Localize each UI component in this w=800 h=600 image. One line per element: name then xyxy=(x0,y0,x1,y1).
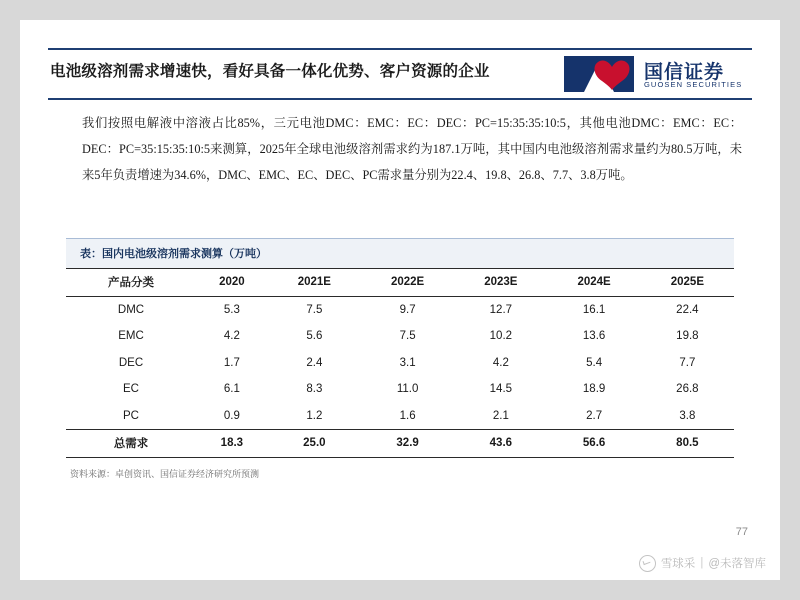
logo-mark-icon xyxy=(562,54,636,94)
demand-forecast-table xyxy=(66,268,734,458)
cell-value: 1.2 xyxy=(306,409,323,422)
watermark-account: @未落智库 xyxy=(708,558,766,570)
column-header: 产品分类 xyxy=(66,269,196,297)
logo-name-cn: 国信证券 xyxy=(644,62,725,83)
table-row xyxy=(66,350,734,377)
cell-value: 18.9 xyxy=(582,383,606,396)
column-header: 2023E xyxy=(454,269,547,297)
table-header-row xyxy=(66,269,734,297)
cell-value: 19.8 xyxy=(676,330,699,343)
watermark-brand: 雪球采 xyxy=(660,558,696,570)
cell-product: EC xyxy=(123,383,139,396)
cell-value: 7.7 xyxy=(679,356,696,369)
cell-value: 4.2 xyxy=(492,356,509,369)
company-logo xyxy=(562,52,752,96)
table-source: 资料来源：卓创资讯、国信证券经济研究所预测 xyxy=(70,468,260,479)
cell-value: 26.8 xyxy=(676,383,699,396)
page-title: 电池级溶剂需求增速快，看好具备一体化优势、客户资源的企业 xyxy=(50,63,490,80)
cell-value: 1.7 xyxy=(223,356,240,369)
cell-value: 18.3 xyxy=(196,430,268,458)
cell-value: 43.6 xyxy=(454,430,547,458)
table-row xyxy=(66,376,734,403)
cell-value: 22.4 xyxy=(676,303,699,316)
cell-value: 2.1 xyxy=(492,409,509,422)
cell-product: DMC xyxy=(117,303,145,316)
cell-value: 8.3 xyxy=(306,383,323,396)
cell-product: EMC xyxy=(118,330,144,343)
watermark-separator: | xyxy=(700,557,704,569)
cell-value: 7.5 xyxy=(306,303,323,316)
cell-value: 6.1 xyxy=(223,383,240,396)
cell-value: 5.6 xyxy=(306,330,323,343)
column-header: 2021E xyxy=(268,269,361,297)
column-header: 2020 xyxy=(196,269,268,297)
page-number: 77 xyxy=(735,526,748,538)
cell-value: 11.0 xyxy=(396,383,419,396)
table-total-row xyxy=(66,430,734,458)
cell-value: 9.7 xyxy=(399,303,416,316)
cell-value: 3.8 xyxy=(679,409,696,422)
logo-name-en: GUOSEN SECURITIES xyxy=(644,80,743,89)
slide-page xyxy=(20,20,780,580)
cell-value: 5.4 xyxy=(586,356,603,369)
cell-value: 2.7 xyxy=(586,409,603,422)
cell-value: 13.6 xyxy=(582,330,606,343)
cell-value: 1.6 xyxy=(399,409,416,422)
table-row xyxy=(66,296,734,323)
cell-value: 12.7 xyxy=(489,303,513,316)
cell-value: 25.0 xyxy=(268,430,361,458)
cell-value: 32.9 xyxy=(361,430,454,458)
cell-value: 56.6 xyxy=(547,430,640,458)
watermark xyxy=(639,552,766,574)
table-caption: 表：国内电池级溶剂需求测算（万吨） xyxy=(66,238,734,268)
cell-value: 16.1 xyxy=(582,303,606,316)
cell-product: DEC xyxy=(118,356,144,369)
slide-header xyxy=(20,48,780,100)
cell-value: 4.2 xyxy=(223,330,240,343)
header-rule-top xyxy=(48,48,752,50)
cell-product: 总需求 xyxy=(66,430,196,458)
table-row xyxy=(66,403,734,430)
column-header: 2025E xyxy=(641,269,734,297)
cell-value: 0.9 xyxy=(223,409,240,422)
cell-value: 7.5 xyxy=(399,330,416,343)
cell-value: 2.4 xyxy=(306,356,323,369)
table-row xyxy=(66,323,734,350)
cell-value: 80.5 xyxy=(641,430,734,458)
table-block xyxy=(66,238,734,480)
column-header: 2024E xyxy=(547,269,640,297)
column-header: 2022E xyxy=(361,269,454,297)
xueqiu-logo-icon xyxy=(639,555,656,572)
cell-value: 10.2 xyxy=(489,330,513,343)
cell-value: 3.1 xyxy=(399,356,416,369)
cell-value: 14.5 xyxy=(489,383,513,396)
body-paragraph: 我们按照电解液中溶液占比85%，三元电池DMC：EMC：EC：DEC：PC=15:35:35:10:5，其他电池DMC：EMC：EC：DEC：PC=35:15:35:10:5来测算，2025年全球电池级溶剂需求约为187.1万吨，其中国内电池级溶剂需求量约为80.5万吨，未来5年负责增速为34.6%，DMC、EMC、EC、DEC、PC需求量分别为22.4、19.8、26.8、7.7、3.8万吨。 xyxy=(82,116,742,182)
cell-product: PC xyxy=(123,409,139,422)
cell-value: 5.3 xyxy=(223,303,240,316)
header-rule-bottom xyxy=(48,98,752,100)
